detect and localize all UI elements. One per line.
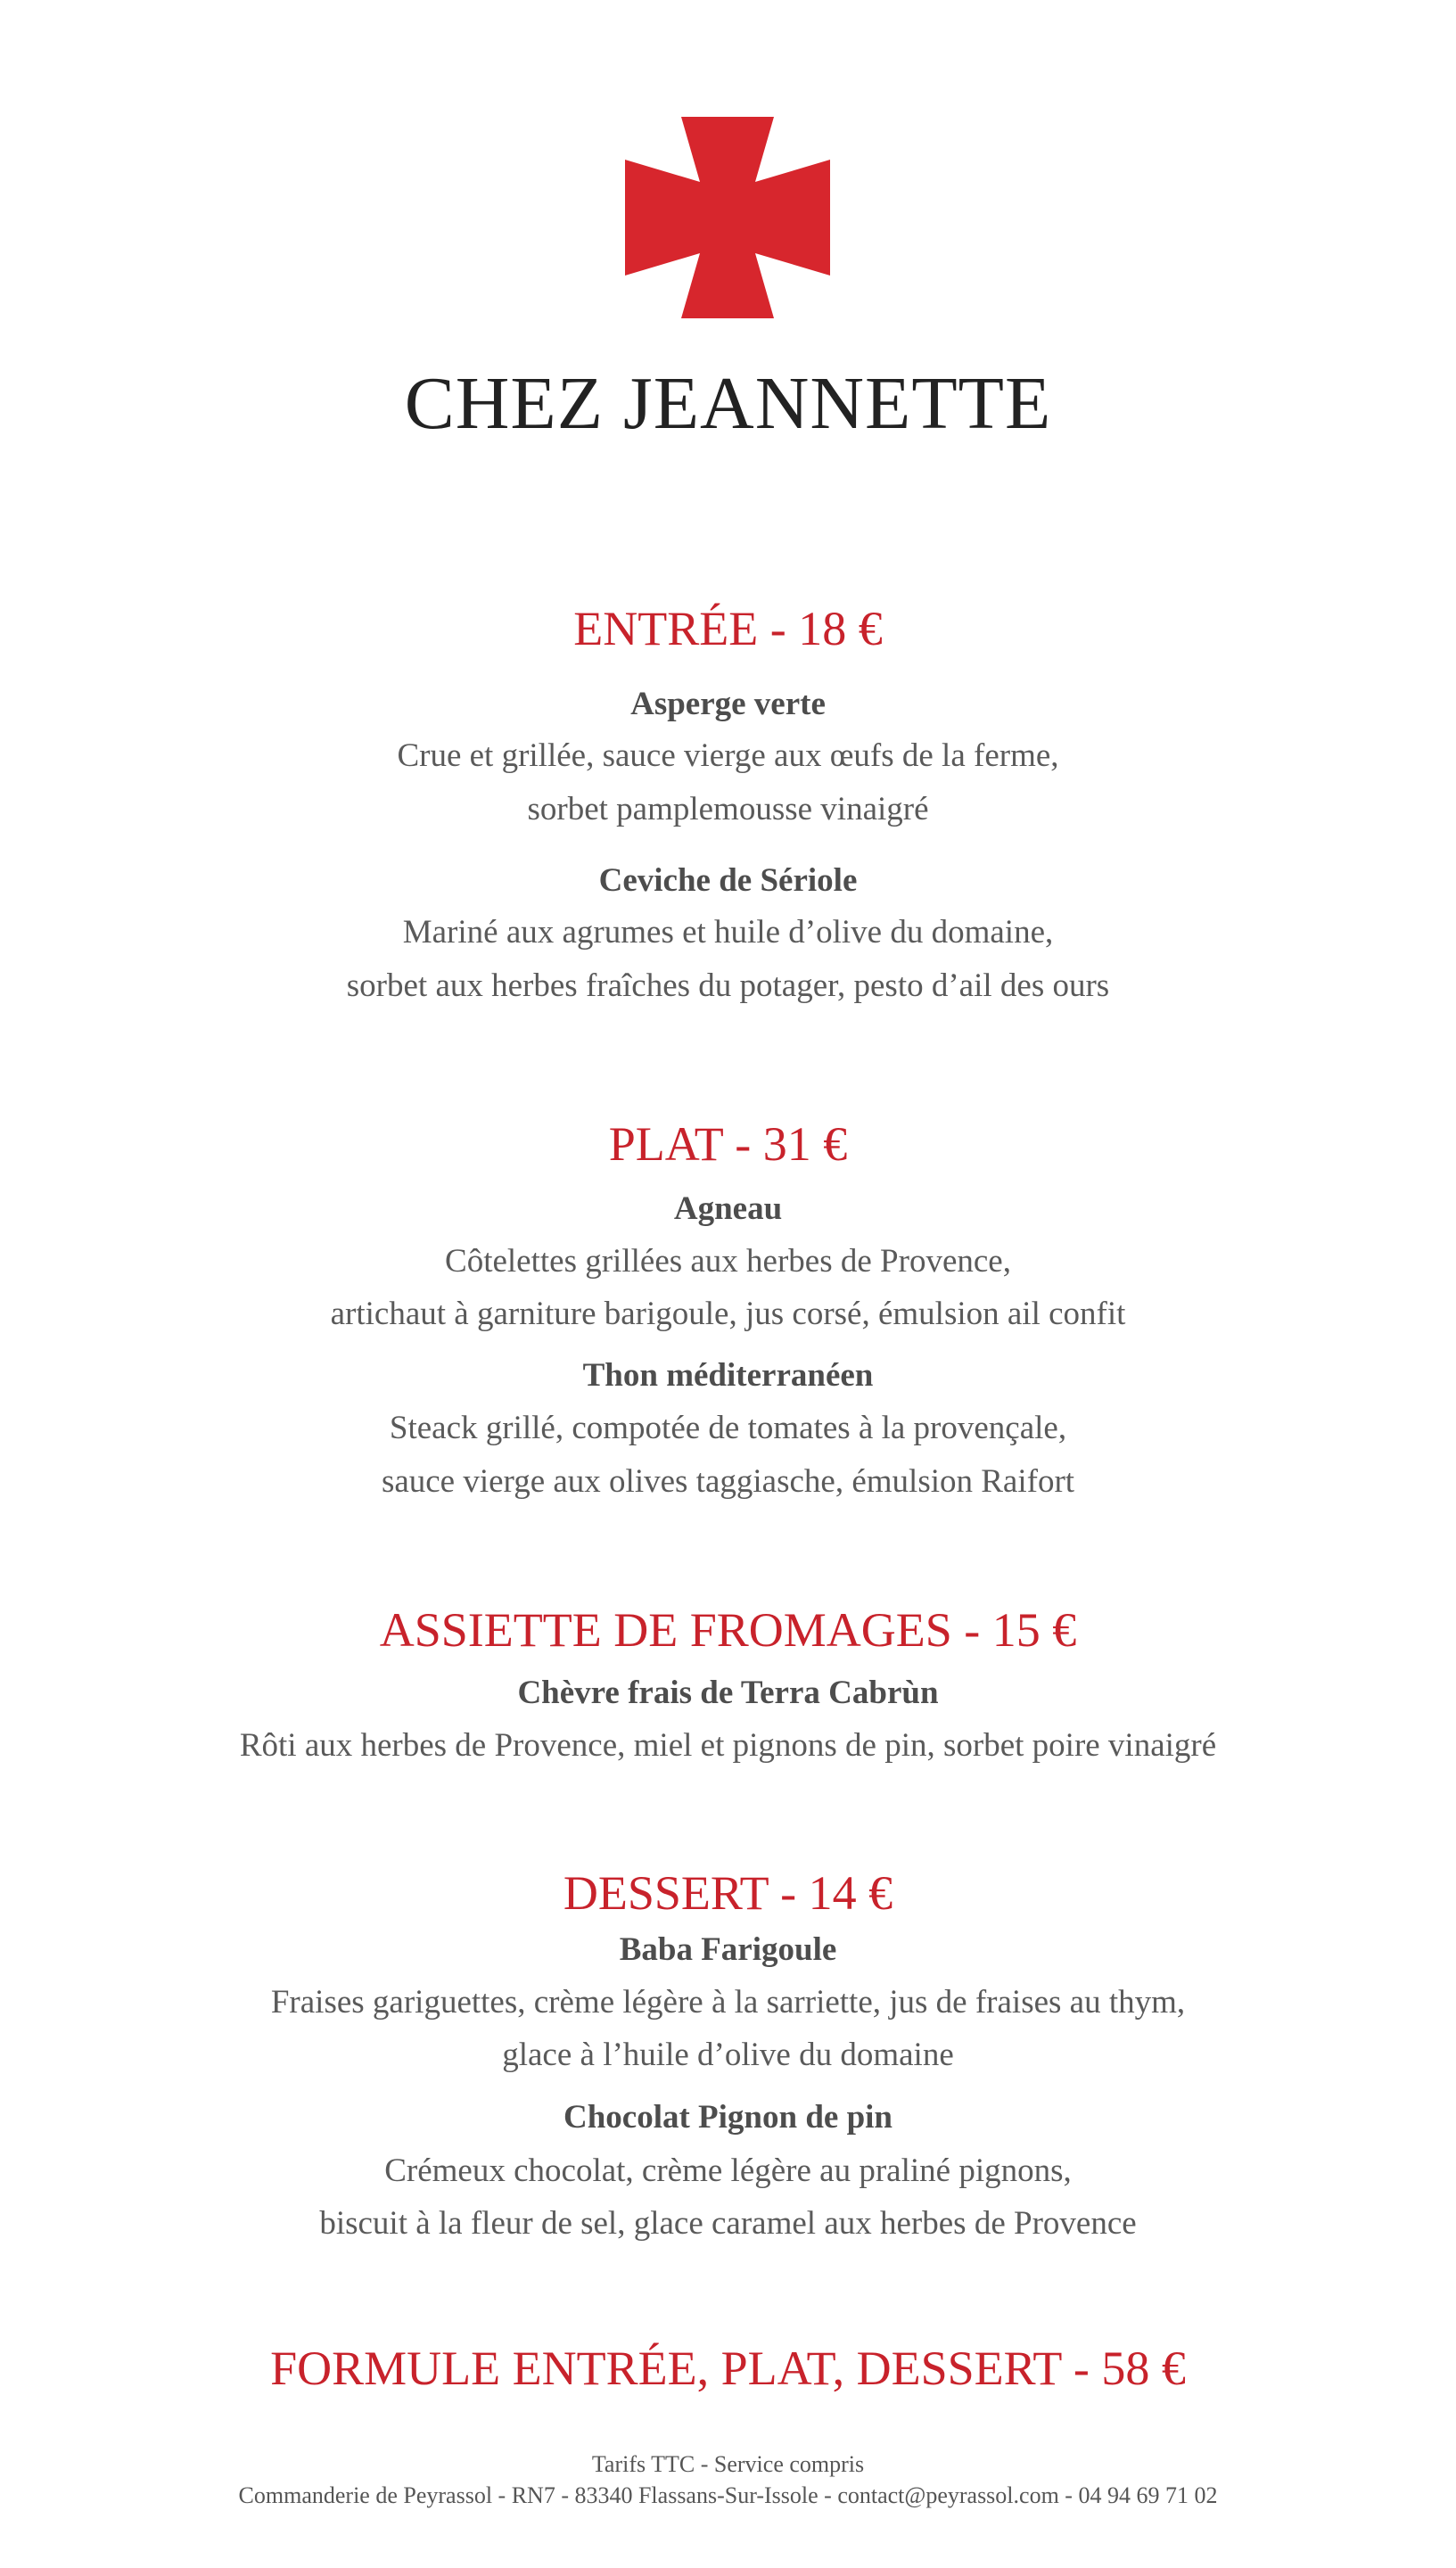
dish-description-line: artichaut à garniture barigoule, jus corsé, émulsion ail confit	[330, 1296, 1126, 1332]
dish-description-line: Steack grillé, compotée de tomates à la provençale,	[389, 1410, 1067, 1446]
dish-description-line: Mariné aux agrumes et huile d’olive du domaine,	[402, 914, 1054, 951]
dish-name: Agneau	[673, 1190, 783, 1227]
footer-address: Commanderie de Peyrassol - RN7 - 83340 Flassans-Sur-Issole - contact@peyrassol.com - 04 94 69 71 02	[238, 2482, 1218, 2508]
section-title-entree: ENTRÉE - 18 €	[573, 602, 883, 655]
dish-description-line: sauce vierge aux olives taggiasche, émulsion Raifort	[381, 1463, 1075, 1500]
dish-description-line: biscuit à la fleur de sel, glace caramel aux herbes de Provence	[319, 2205, 1137, 2242]
dish-description-line: Côtelettes grillées aux herbes de Provence,	[445, 1243, 1011, 1280]
dish-description-line: sorbet pamplemousse vinaigré	[527, 791, 929, 827]
cross-shape	[625, 117, 830, 318]
section-title-fromages: ASSIETTE DE FROMAGES - 15 €	[379, 1603, 1077, 1657]
dish-name: Chèvre frais de Terra Cabrùn	[517, 1675, 939, 1711]
dish-description-line: Rôti aux herbes de Provence, miel et pignons de pin, sorbet poire vinaigré	[239, 1727, 1217, 1764]
section-title-dessert: DESSERT - 14 €	[563, 1866, 893, 1920]
formule-title: FORMULE ENTRÉE, PLAT, DESSERT - 58 €	[270, 2342, 1186, 2395]
footer-tarifs: Tarifs TTC - Service compris	[591, 2451, 865, 2477]
section-title-plat: PLAT - 31 €	[608, 1117, 848, 1171]
dish-name: Chocolat Pignon de pin	[563, 2099, 893, 2136]
dish-description-line: Fraises gariguettes, crème légère à la sarriette, jus de fraises au thym,	[270, 1984, 1186, 2021]
dish-description-line: glace à l’huile d’olive du domaine	[502, 2037, 954, 2073]
dish-name: Asperge verte	[630, 686, 826, 722]
restaurant-name: CHEZ JEANNETTE	[404, 362, 1052, 445]
dish-description-line: sorbet aux herbes fraîches du potager, pesto d’ail des ours	[346, 967, 1110, 1004]
dish-description-line: Crue et grillée, sauce vierge aux œufs de la ferme,	[397, 737, 1059, 774]
red-cross-icon	[625, 117, 830, 318]
dish-name: Baba Farigoule	[619, 1931, 837, 1968]
dish-name: Ceviche de Sériole	[598, 862, 858, 899]
dish-name: Thon méditerranéen	[582, 1357, 874, 1394]
dish-description-line: Crémeux chocolat, crème légère au praliné pignons,	[384, 2152, 1072, 2189]
